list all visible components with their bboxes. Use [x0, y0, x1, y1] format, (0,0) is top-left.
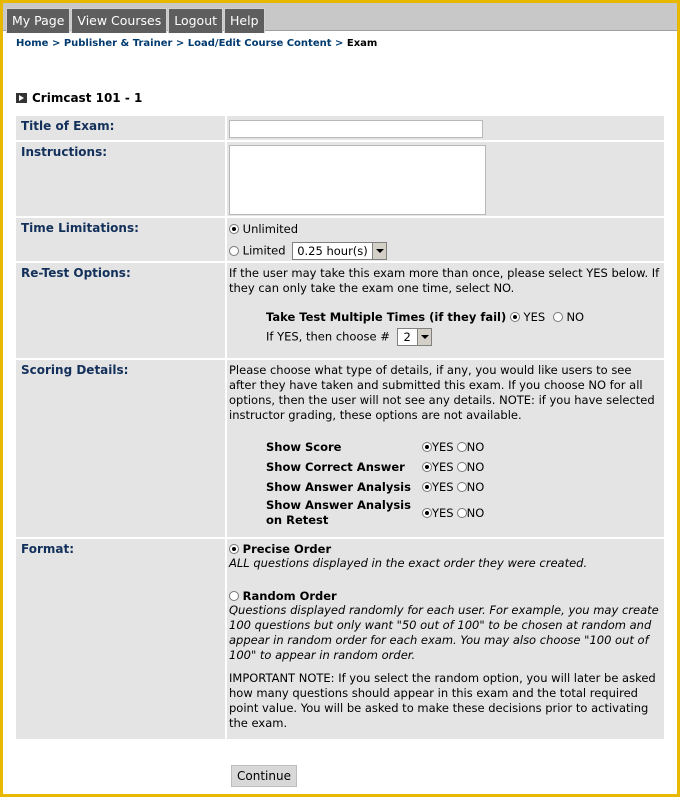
title-label: Title of Exam:	[16, 116, 227, 140]
show-correct-answer-no-radio[interactable]	[457, 462, 467, 472]
show-score-no-radio[interactable]	[457, 442, 467, 452]
random-order-description: Questions displayed randomly for each user. For example, you may create 100 questions but only want "50 out of 100" to be chosen at random and appear in random order for each exam. You may also choose "100 out of 100" to appear in random order.	[229, 603, 659, 662]
score-option-row	[266, 497, 660, 529]
breadcrumb-separator: >	[335, 38, 344, 49]
course-heading	[16, 91, 142, 105]
precise-order-description: ALL questions displayed in the exact order they were created.	[229, 556, 588, 570]
choose-number-label: If YES, then choose #	[266, 329, 390, 344]
show-analysis-retest-label: Show Answer Analysis on Retest	[266, 498, 411, 527]
limited-hours-select[interactable]	[292, 242, 387, 260]
yes-label: YES	[432, 460, 454, 474]
score-option-row	[266, 457, 660, 477]
precise-order-radio[interactable]	[229, 544, 239, 554]
instructions-label: Instructions:	[16, 142, 227, 216]
row-instructions	[16, 142, 664, 218]
yes-label: YES	[432, 480, 454, 494]
nav-help[interactable]: Help	[224, 8, 265, 33]
multiple-yes-radio[interactable]	[510, 312, 520, 322]
instructions-textarea[interactable]	[229, 145, 486, 215]
retest-description: If the user may take this exam more than once, please select YES below. If they can only take the exam one time, select NO.	[229, 266, 660, 295]
title-input[interactable]	[229, 120, 483, 138]
course-title: Crimcast 101 - 1	[32, 91, 143, 105]
show-answer-analysis-label: Show Answer Analysis	[266, 479, 411, 494]
multiple-yes-label: YES	[523, 310, 546, 324]
limited-label: Limited	[242, 243, 286, 258]
multiple-no-label: NO	[566, 310, 585, 324]
breadcrumb-load-edit[interactable]: Load/Edit Course Content	[187, 38, 332, 49]
show-analysis-retest-yes-radio[interactable]	[422, 508, 432, 518]
scoring-description: Please choose what type of details, if any, you would like users to see after they have taken and submitted this exam. If you choose NO for all options, then the user will not see any details. NOTE: if you have selected instructor grading, these options are not available.	[229, 363, 655, 422]
nav-menu	[6, 8, 266, 34]
dropdown-arrow-icon	[372, 243, 386, 259]
scoring-label: Scoring Details:	[16, 360, 227, 537]
continue-button[interactable]: Continue	[231, 765, 297, 787]
multiple-no-radio[interactable]	[553, 312, 563, 322]
scoring-options	[266, 437, 660, 529]
show-score-label: Show Score	[266, 439, 342, 454]
show-correct-answer-label: Show Correct Answer	[266, 459, 405, 474]
show-correct-answer-yes-radio[interactable]	[422, 462, 432, 472]
yes-label: YES	[432, 506, 454, 520]
show-score-yes-radio[interactable]	[422, 442, 432, 452]
row-format	[16, 539, 664, 741]
no-label: NO	[466, 506, 485, 520]
no-label: NO	[466, 480, 485, 494]
time-label: Time Limitations:	[16, 218, 227, 261]
retest-count-select[interactable]	[397, 328, 432, 346]
play-arrow-icon	[16, 93, 27, 103]
show-answer-analysis-yes-radio[interactable]	[422, 482, 432, 492]
nav-logout[interactable]: Logout	[168, 8, 223, 33]
score-option-row	[266, 437, 660, 457]
score-option-row	[266, 477, 660, 497]
yes-label: YES	[432, 440, 454, 454]
precise-order-label: Precise Order	[242, 542, 332, 556]
row-title	[16, 116, 664, 142]
breadcrumb-current: Exam	[346, 38, 378, 49]
breadcrumb-separator: >	[51, 38, 61, 49]
retest-label: Re-Test Options:	[16, 263, 227, 358]
breadcrumb-home[interactable]: Home	[16, 38, 49, 49]
random-order-label: Random Order	[242, 589, 337, 603]
show-analysis-retest-no-radio[interactable]	[457, 508, 467, 518]
row-time-limitations	[16, 218, 664, 263]
top-nav-bar	[3, 3, 677, 31]
no-label: NO	[466, 440, 485, 454]
format-label: Format:	[16, 539, 227, 739]
show-answer-analysis-no-radio[interactable]	[457, 482, 467, 492]
multiple-times-label: Take Test Multiple Times (if they fail)	[266, 310, 507, 324]
no-label: NO	[466, 460, 485, 474]
random-order-radio[interactable]	[229, 591, 239, 601]
breadcrumb-publisher-trainer[interactable]: Publisher & Trainer	[63, 38, 173, 49]
exam-form	[16, 116, 664, 741]
nav-my-page[interactable]: My Page	[6, 8, 70, 33]
breadcrumb-separator: >	[175, 38, 185, 49]
unlimited-label: Unlimited	[242, 222, 299, 236]
retest-count-value: 2	[403, 330, 411, 344]
row-retest-options	[16, 263, 664, 360]
unlimited-radio[interactable]	[229, 224, 239, 234]
important-note: IMPORTANT NOTE: If you select the random option, you will later be asked how many questions should appear in this exam and the total required point value. You will be asked to make these decisions prior to activating the exam.	[229, 671, 656, 730]
breadcrumb	[16, 38, 377, 49]
nav-view-courses[interactable]: View Courses	[71, 8, 167, 33]
row-scoring-details	[16, 360, 664, 539]
limited-hours-value: 0.25 hour(s)	[297, 244, 368, 258]
limited-radio[interactable]	[229, 246, 239, 256]
dropdown-arrow-icon	[417, 329, 431, 345]
